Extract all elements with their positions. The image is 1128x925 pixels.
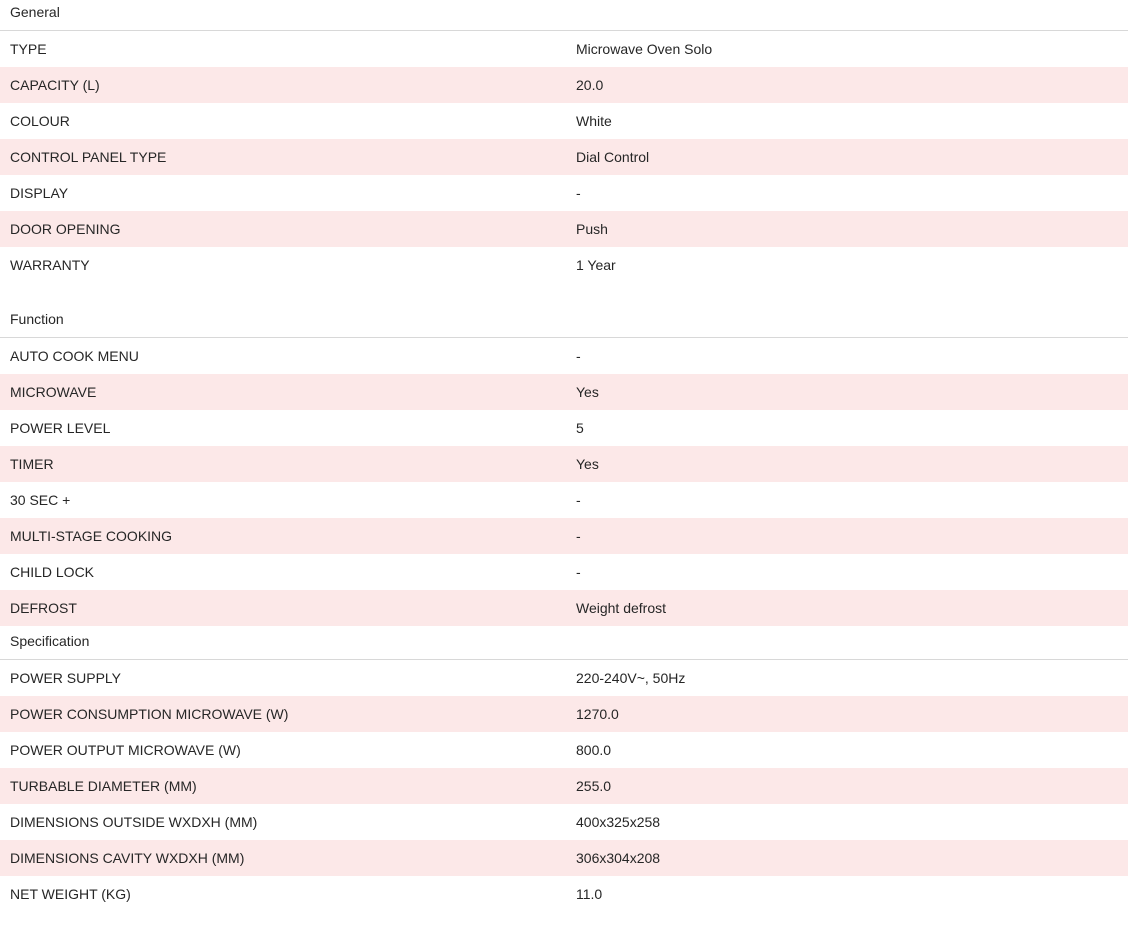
- spec-value: 220-240V~, 50Hz: [576, 670, 686, 686]
- spec-row: [0, 732, 1128, 768]
- spec-value: 255.0: [576, 778, 612, 794]
- spec-row: [0, 247, 1128, 283]
- spec-row: [0, 67, 1128, 103]
- spec-section-function: [0, 307, 1128, 626]
- spec-value: -: [576, 564, 581, 580]
- spec-row: [0, 696, 1128, 732]
- spec-row: [0, 139, 1128, 175]
- spec-label: MICROWAVE: [10, 384, 97, 400]
- spec-value: 20.0: [576, 77, 604, 93]
- spec-label: POWER SUPPLY: [10, 670, 121, 686]
- spec-value: 5: [576, 420, 584, 436]
- spec-row: [0, 554, 1128, 590]
- spec-row: [0, 482, 1128, 518]
- spec-value: -: [576, 528, 581, 544]
- spec-value: -: [576, 492, 581, 508]
- section-title: Function: [0, 307, 1128, 338]
- spec-value: 800.0: [576, 742, 612, 758]
- spec-value: Microwave Oven Solo: [576, 41, 713, 57]
- spec-value: -: [576, 348, 581, 364]
- spec-label: DOOR OPENING: [10, 221, 121, 237]
- spec-row: [0, 338, 1128, 374]
- spec-label: CHILD LOCK: [10, 564, 95, 580]
- section-rows: [0, 338, 1128, 626]
- spec-label: DEFROST: [10, 600, 77, 616]
- spec-label: COLOUR: [10, 113, 70, 129]
- spec-label: DIMENSIONS OUTSIDE WXDXH (MM): [10, 814, 258, 830]
- spec-row: [0, 876, 1128, 912]
- spec-label: TYPE: [10, 41, 47, 57]
- section-title: General: [0, 0, 1128, 31]
- spec-value: 11.0: [576, 886, 603, 902]
- section-rows: [0, 31, 1128, 283]
- spec-value: 306x304x208: [576, 850, 661, 866]
- spec-row: [0, 31, 1128, 67]
- spec-label: POWER OUTPUT MICROWAVE (W): [10, 742, 241, 758]
- spec-value: -: [576, 185, 581, 201]
- spec-row: [0, 804, 1128, 840]
- spec-row: [0, 175, 1128, 211]
- spec-label: DISPLAY: [10, 185, 69, 201]
- spec-row: [0, 518, 1128, 554]
- spec-label: WARRANTY: [10, 257, 90, 273]
- spec-label: TIMER: [10, 456, 54, 472]
- spec-value: Yes: [576, 456, 599, 472]
- spec-section-specification: [0, 629, 1128, 912]
- spec-label: AUTO COOK MENU: [10, 348, 139, 364]
- spec-value: Push: [576, 221, 608, 237]
- spec-row: [0, 374, 1128, 410]
- section-title: Specification: [0, 629, 1128, 660]
- spec-value: White: [576, 113, 612, 129]
- spec-row: [0, 840, 1128, 876]
- spec-row: [0, 211, 1128, 247]
- spec-row: [0, 103, 1128, 139]
- spec-row: [0, 590, 1128, 626]
- spec-value: 1 Year: [576, 257, 616, 273]
- spec-label: MULTI-STAGE COOKING: [10, 528, 173, 544]
- spec-value: Yes: [576, 384, 599, 400]
- section-rows: [0, 660, 1128, 912]
- spec-section-general: [0, 0, 1128, 283]
- spec-row: [0, 446, 1128, 482]
- spec-value: Weight defrost: [576, 600, 667, 616]
- spec-label: CONTROL PANEL TYPE: [10, 149, 167, 165]
- spec-label: 30 SEC +: [10, 492, 71, 508]
- spec-row: [0, 768, 1128, 804]
- spec-value: Dial Control: [576, 149, 650, 165]
- spec-label: TURBABLE DIAMETER (MM): [10, 778, 197, 794]
- spec-value: 1270.0: [576, 706, 619, 722]
- spec-label: CAPACITY (L): [10, 77, 100, 93]
- spec-row: [0, 660, 1128, 696]
- spec-label: DIMENSIONS CAVITY WXDXH (MM): [10, 850, 245, 866]
- spec-label: POWER LEVEL: [10, 420, 111, 436]
- spec-value: 400x325x258: [576, 814, 661, 830]
- spec-row: [0, 410, 1128, 446]
- spec-label: NET WEIGHT (KG): [10, 886, 131, 902]
- spec-label: POWER CONSUMPTION MICROWAVE (W): [10, 706, 289, 722]
